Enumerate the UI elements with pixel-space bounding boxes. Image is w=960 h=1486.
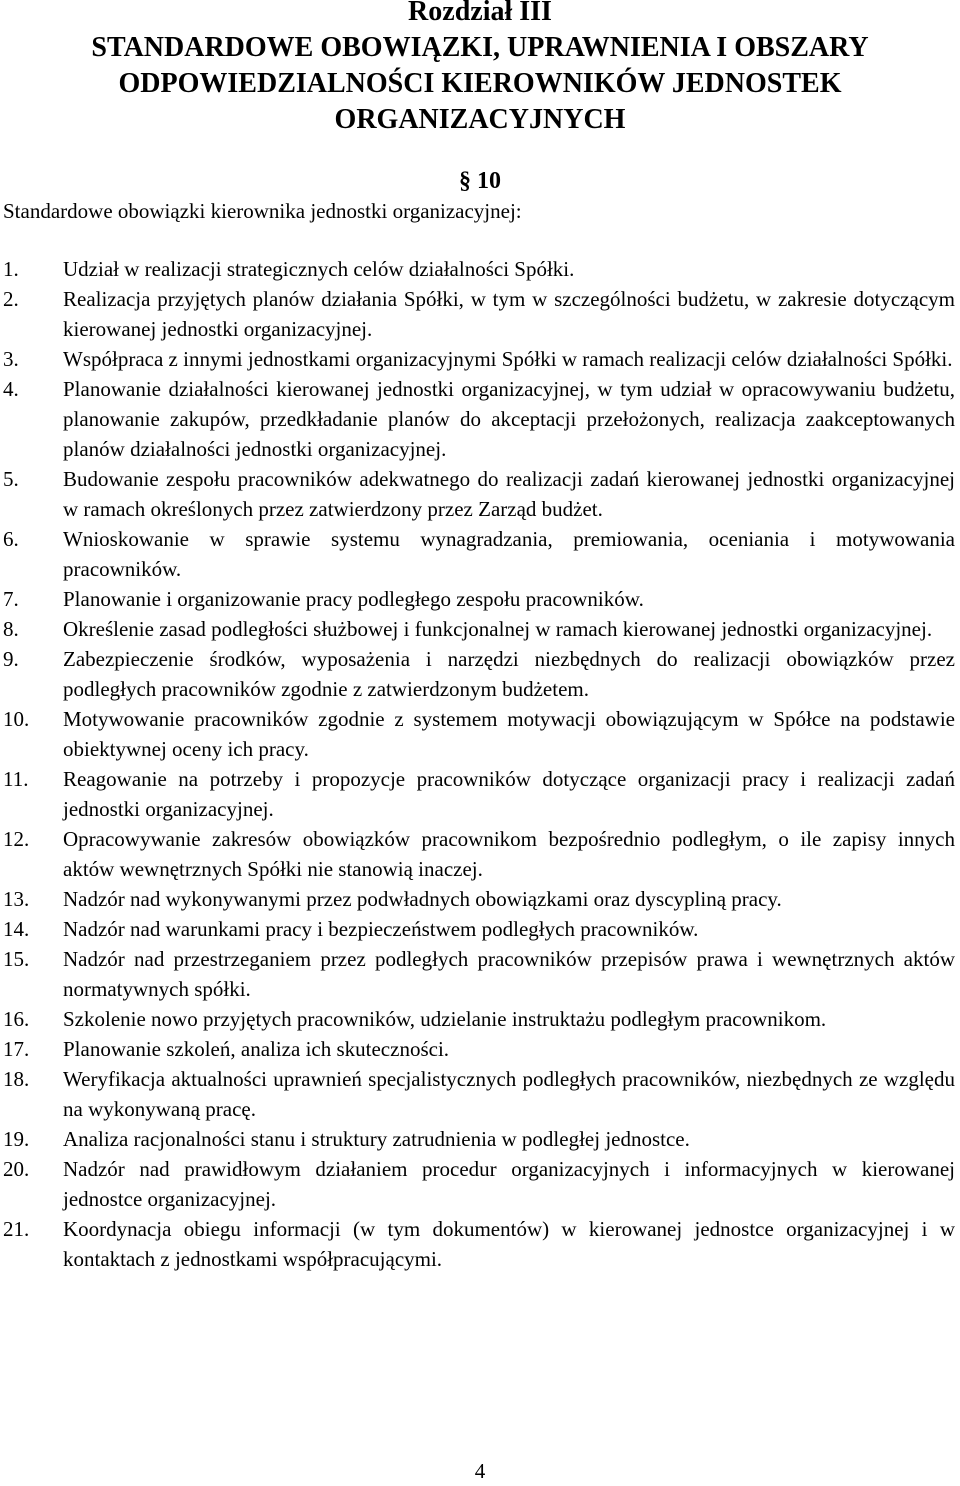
list-item <box>0 524 960 584</box>
list-item <box>0 944 960 1004</box>
list-item-text: Nadzór nad warunkami pracy i bezpieczeństwem podległych pracowników. <box>63 917 699 941</box>
list-item-text: Zabezpieczenie środków, wyposażenia i narzędzi niezbędnych do realizacji obowiązków przez podległych pracowników zgodnie z zatwierdzonym budżetem. <box>63 647 955 701</box>
list-item <box>0 824 960 884</box>
list-item-text: Planowanie szkoleń, analiza ich skuteczności. <box>63 1037 450 1061</box>
list-item <box>0 764 960 824</box>
list-item-number: 4. <box>3 377 19 401</box>
list-item-number: 17. <box>3 1037 30 1061</box>
list-item-number: 12. <box>3 827 30 851</box>
list-item <box>0 884 960 914</box>
list-item <box>0 584 960 614</box>
list-item-number: 8. <box>3 617 19 641</box>
list-item-number: 10. <box>3 707 30 731</box>
list-item-text: Opracowywanie zakresów obowiązków pracownikom bezpośrednio podległym, o ile zapisy innych aktów wewnętrznych Spółki nie stanowią inaczej. <box>63 827 955 881</box>
list-item-text: Budowanie zespołu pracowników adekwatnego do realizacji zadań kierowanej jednostki organizacyjnej w ramach określonych przez zatwierdzony przez Zarząd budżet. <box>63 467 955 521</box>
list-item-number: 5. <box>3 467 19 491</box>
list-item <box>0 644 960 704</box>
list-item-text: Nadzór nad prawidłowym działaniem procedur organizacyjnych i informacyjnych w kierowanej jednostce organizacyjnej. <box>63 1157 955 1211</box>
list-item-number: 19. <box>3 1127 30 1151</box>
list-item <box>0 344 960 374</box>
list-item-number: 9. <box>3 647 19 671</box>
list-item-number: 16. <box>3 1007 30 1031</box>
list-item-number: 14. <box>3 917 30 941</box>
list-item <box>0 1124 960 1154</box>
list-item-text: Określenie zasad podległości służbowej i funkcjonalnej w ramach kierowanej jednostki organizacyjnej. <box>63 617 933 641</box>
list-item <box>0 254 960 284</box>
list-item-text: Koordynacja obiegu informacji (w tym dokumentów) w kierowanej jednostce organizacyjnej i w kontaktach z jednostkami współpracującymi. <box>63 1217 955 1271</box>
list-item-number: 13. <box>3 887 30 911</box>
list-item <box>0 1214 960 1274</box>
list-item-text: Szkolenie nowo przyjętych pracowników, udzielanie instruktażu podległym pracownikom. <box>63 1007 827 1031</box>
list-item <box>0 1004 960 1034</box>
list-item-text: Planowanie i organizowanie pracy podległego zespołu pracowników. <box>63 587 644 611</box>
list-item-number: 7. <box>3 587 19 611</box>
list-item-text: Motywowanie pracowników zgodnie z systemem motywacji obowiązującym w Spółce na podstawie obiektywnej oceny ich pracy. <box>63 707 955 761</box>
list-item-text: Współpraca z innymi jednostkami organizacyjnymi Spółki w ramach realizacji celów działalności Spółki. <box>63 347 953 371</box>
list-item-number: 20. <box>3 1157 30 1181</box>
list-item-number: 6. <box>3 527 19 551</box>
list-item-text: Nadzór nad przestrzeganiem przez podległych pracowników przepisów prawa i wewnętrznych aktów normatywnych spółki. <box>63 947 955 1001</box>
list-item <box>0 1034 960 1064</box>
chapter-label: Rozdział III <box>408 0 552 27</box>
list-item <box>0 1064 960 1124</box>
list-item-number: 21. <box>3 1217 30 1241</box>
list-item-text: Weryfikacja aktualności uprawnień specjalistycznych podległych pracowników, niezbędnych ze względu na wykonywaną pracę. <box>63 1067 955 1121</box>
list-item-text: Realizacja przyjętych planów działania Spółki, w tym w szczególności budżetu, w zakresie dotyczącym kierowanej jednostki organizacyjnej. <box>63 287 955 341</box>
list-item-number: 11. <box>3 767 29 791</box>
list-item <box>0 614 960 644</box>
list-item-text: Planowanie działalności kierowanej jednostki organizacyjnej, w tym udział w opracowywaniu budżetu, planowanie zakupów, przedkładanie planów do akceptacji przełożonych, realizacja zaakceptowanych planów działalności jednostki organizacyjnej. <box>63 377 955 461</box>
list-item-number: 1. <box>3 257 19 281</box>
intro-text: Standardowe obowiązki kierownika jednostki organizacyjnej: <box>3 199 522 223</box>
section-number: § 10 <box>459 168 501 194</box>
list-item <box>0 1154 960 1214</box>
duties-list <box>0 254 960 1274</box>
list-item <box>0 374 960 464</box>
list-item-text: Wnioskowanie w sprawie systemu wynagradzania, premiowania, oceniania i motywowania pracowników. <box>63 527 955 581</box>
list-item-text: Udział w realizacji strategicznych celów działalności Spółki. <box>63 257 575 281</box>
page-number: 4 <box>474 1459 486 1483</box>
list-item-number: 15. <box>3 947 30 971</box>
list-item-number: 18. <box>3 1067 30 1091</box>
list-item-number: 3. <box>3 347 19 371</box>
list-item <box>0 464 960 524</box>
list-item-number: 2. <box>3 287 19 311</box>
chapter-title: STANDARDOWE OBOWIĄZKI, UPRAWNIENIA I OBSZARY ODPOWIEDZIALNOŚCI KIEROWNIKÓW JEDNOSTEK ORGANIZACYJNYCH <box>91 32 869 135</box>
list-item-text: Nadzór nad wykonywanymi przez podwładnych obowiązkami oraz dyscypliną pracy. <box>63 887 782 911</box>
list-item-text: Analiza racjonalności stanu i struktury zatrudnienia w podległej jednostce. <box>63 1127 690 1151</box>
list-item-text: Reagowanie na potrzeby i propozycje pracowników dotyczące organizacji pracy i realizacji zadań jednostki organizacyjnej. <box>63 767 955 821</box>
list-item <box>0 914 960 944</box>
list-item <box>0 704 960 764</box>
list-item <box>0 284 960 344</box>
